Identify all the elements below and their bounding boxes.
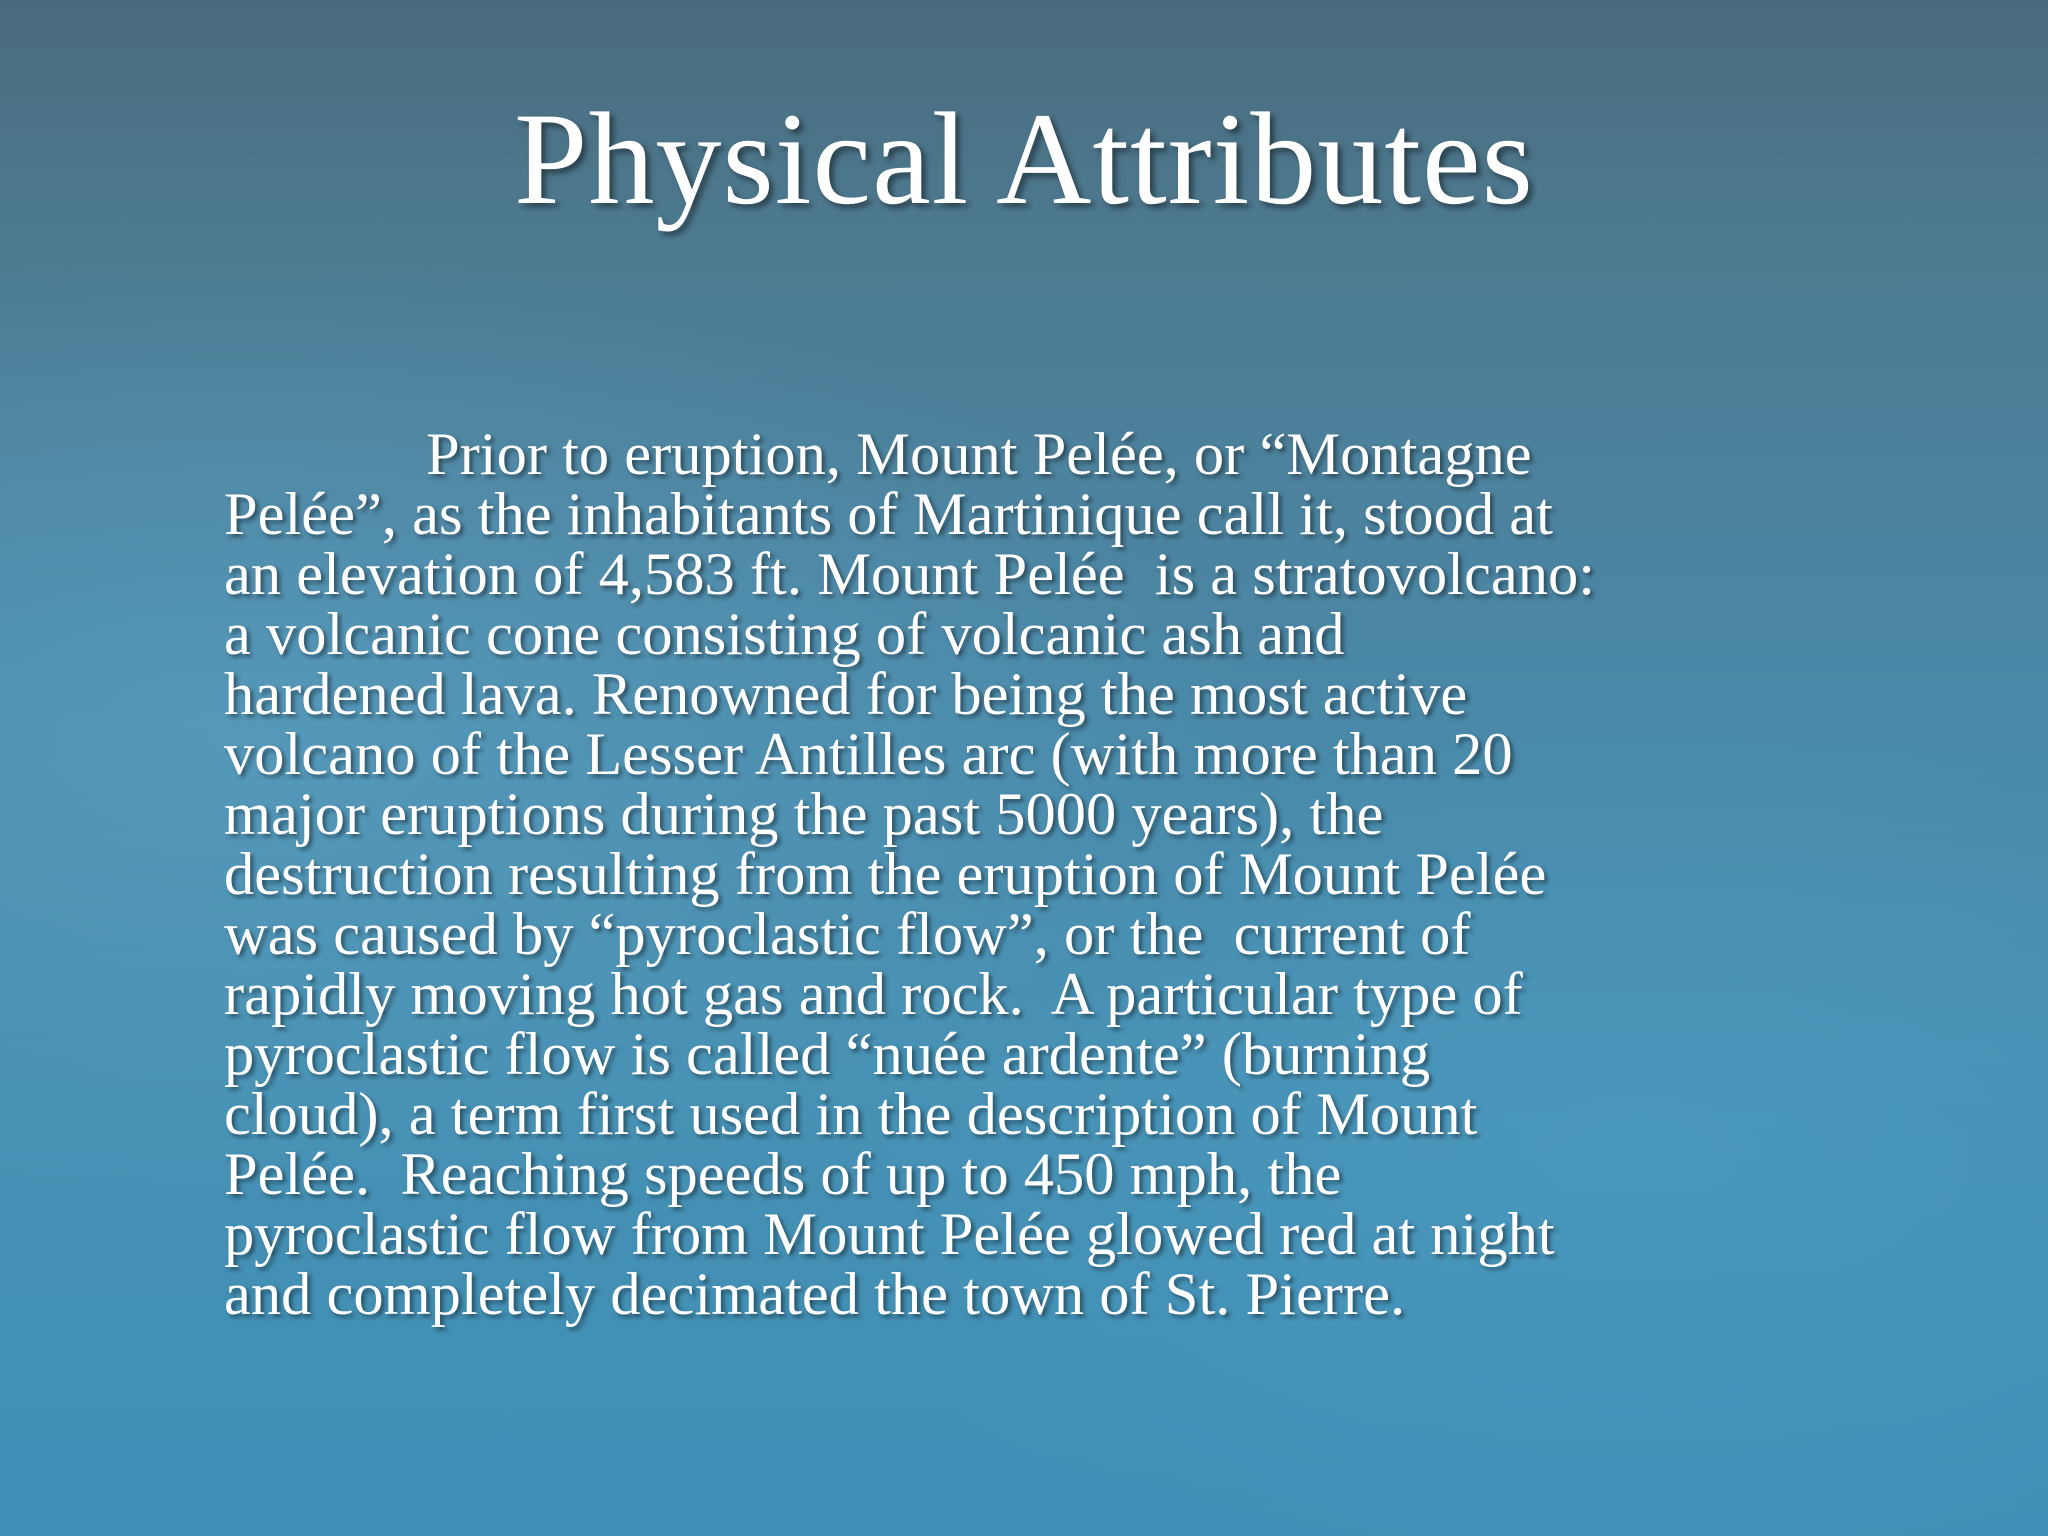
body-line: Prior to eruption, Mount Pelée, or “Montagne bbox=[426, 421, 1532, 488]
body-line: was caused by “pyroclastic flow”, or the current of bbox=[224, 901, 1471, 968]
body-line: rapidly moving hot gas and rock. A particular type of bbox=[224, 961, 1523, 1028]
body-line: Pelée. Reaching speeds of up to 450 mph, the bbox=[224, 1141, 1342, 1208]
slide-body-text bbox=[224, 421, 1804, 1328]
body-line: an elevation of 4,583 ft. Mount Pelée is a stratovolcano: bbox=[224, 541, 1595, 608]
body-line: pyroclastic flow from Mount Pelée glowed red at night bbox=[224, 1201, 1555, 1268]
body-line: Pelée”, as the inhabitants of Martinique call it, stood at bbox=[224, 481, 1553, 548]
body-line: pyroclastic flow is called “nuée ardente” (burning bbox=[224, 1021, 1431, 1088]
body-line: hardened lava. Renowned for being the most active bbox=[224, 661, 1468, 728]
body-line: a volcanic cone consisting of volcanic ash and bbox=[224, 601, 1345, 668]
body-line: cloud), a term first used in the description of Mount bbox=[224, 1081, 1478, 1148]
slide-title: Physical Attributes bbox=[514, 85, 1534, 232]
body-line: destruction resulting from the eruption of Mount Pelée bbox=[224, 841, 1547, 908]
body-line: major eruptions during the past 5000 years), the bbox=[224, 781, 1384, 848]
body-line: volcano of the Lesser Antilles arc (with more than 20 bbox=[224, 721, 1513, 788]
body-line: and completely decimated the town of St. Pierre. bbox=[224, 1261, 1406, 1328]
